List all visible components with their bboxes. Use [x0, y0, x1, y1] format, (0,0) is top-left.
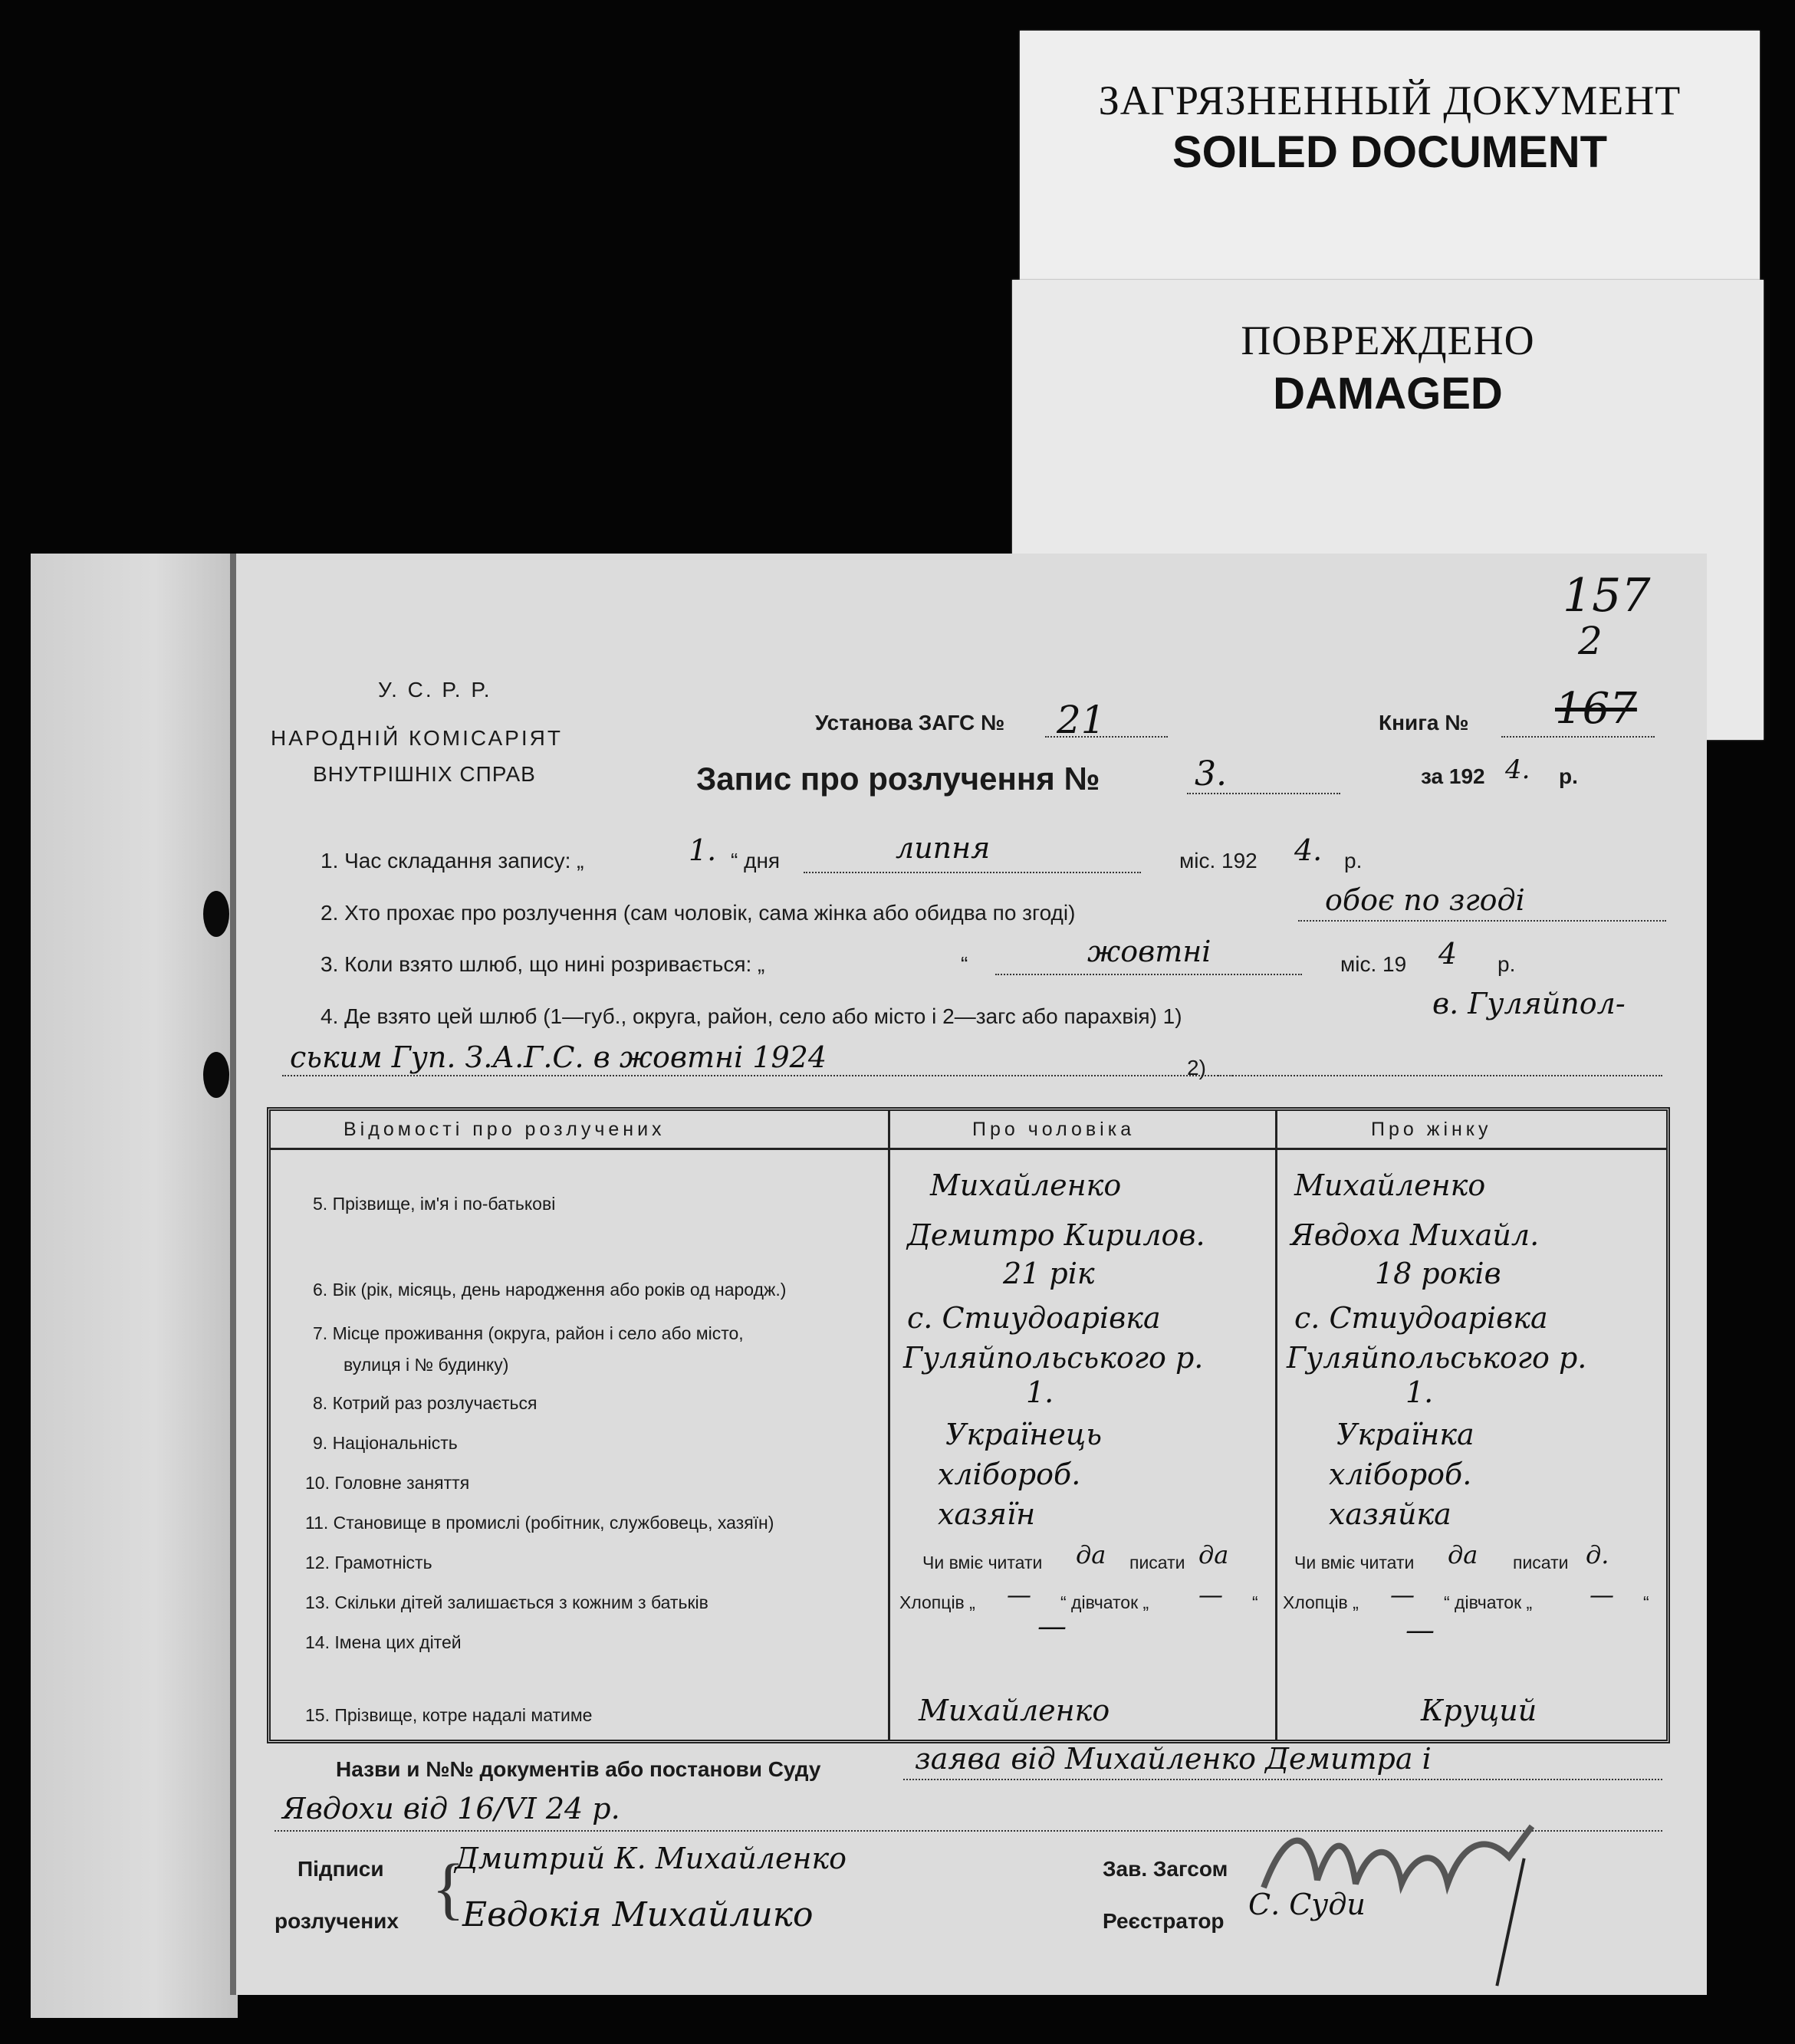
row-label: 12. Грамотність — [305, 1553, 432, 1572]
field-3-month-label: міс. 19 — [1340, 952, 1407, 976]
field-1-year: 4. — [1294, 833, 1323, 867]
field-4-suffix: 2) — [1187, 1056, 1206, 1080]
field-4-line — [282, 1075, 1233, 1076]
wife-read-value: да — [1448, 1540, 1478, 1569]
husband-occupation: хлібороб. — [938, 1457, 1081, 1491]
row-label: 11. Становище в промислі (робітник, службовець, хазяїн) — [305, 1513, 774, 1533]
binding-strip — [31, 554, 238, 2018]
soiled-document-label — [1020, 31, 1760, 322]
soiled-label-en: SOILED DOCUMENT — [1172, 127, 1608, 177]
field-4-label: 4. Де взято цей шлюб (1—губ., округа, район, село або місто і 2—загс або парахвія) 1) — [321, 1004, 1182, 1028]
field-1-day-label: “ дня — [731, 849, 781, 872]
husband-write-value: да — [1198, 1540, 1229, 1569]
book-line — [1501, 736, 1655, 738]
wife-divorce-count: 1. — [1405, 1375, 1434, 1409]
field-1-label: 1. Час складання запису: „ — [321, 849, 584, 872]
column-header-wife: Про жінку — [1371, 1119, 1492, 1140]
husband-girls-value: — — [1198, 1580, 1223, 1609]
signatures-label2: розлучених — [275, 1909, 399, 1933]
wife-read-label: Чи вміє читати — [1294, 1553, 1415, 1572]
usrr-heading: У. С. Р. Р. — [378, 678, 492, 702]
wife-age: 18 років — [1375, 1257, 1501, 1290]
archive-sheet: 2 — [1578, 619, 1603, 663]
row-label: вулиця і № будинку) — [344, 1355, 509, 1375]
registrar-signature: С. Суди — [1248, 1888, 1366, 1921]
year-suffix: р. — [1559, 764, 1578, 788]
wife-write-value: д. — [1586, 1540, 1609, 1569]
husband-boys-value: — — [1007, 1580, 1031, 1609]
row-label: 13. Скільки дітей залишається з кожним з батьків — [305, 1592, 708, 1612]
wife-village: с. Стиудоарівка — [1294, 1301, 1548, 1335]
wife-children-names: — — [1405, 1613, 1435, 1647]
record-title: Запис про розлучення № — [696, 761, 1100, 797]
field-3-month: жовтні — [1087, 935, 1211, 968]
record-number: 3. — [1195, 754, 1227, 794]
zags-head-label: Зав. Загсом — [1103, 1857, 1228, 1881]
husband-name: Демитро Кирилов. — [907, 1218, 1205, 1252]
row-label: 6. Вік (рік, місяць, день народження або років од народж.) — [313, 1280, 787, 1300]
punch-hole — [203, 891, 229, 937]
zags-number: 21 — [1057, 698, 1106, 742]
field-2-line — [1298, 920, 1666, 922]
wife-boys-value: — — [1390, 1580, 1415, 1609]
husband-read-label: Чи вміє читати — [922, 1553, 1043, 1572]
husband-girls-label: “ дівчаток „ — [1060, 1592, 1149, 1612]
wife-surname: Михайленко — [1294, 1168, 1486, 1202]
husband-future-surname: Михайленко — [919, 1694, 1110, 1727]
zags-label: Установа ЗАГС № — [815, 711, 1005, 734]
field-3-line — [995, 974, 1302, 975]
husband-children-names: — — [1037, 1609, 1067, 1643]
crossed-book-number: 167 — [1555, 684, 1637, 734]
wife-end-quote: “ — [1643, 1592, 1649, 1612]
column-header-details: Відомості про розлучених — [344, 1119, 666, 1140]
row-label: 8. Котрий раз розлучається — [313, 1393, 538, 1413]
husband-village: с. Стиудоарівка — [907, 1301, 1161, 1335]
husband-age: 21 рік — [1003, 1257, 1095, 1290]
wife-nationality: Українка — [1336, 1418, 1474, 1451]
documents-value2: Явдохи від 16/VI 24 р. — [282, 1792, 620, 1825]
header-divider — [271, 1148, 1666, 1150]
wife-girls-label: “ дівчаток „ — [1444, 1592, 1533, 1612]
row-label: 7. Місце проживання (округа, район і село або місто, — [313, 1323, 744, 1343]
documents-line — [903, 1779, 1662, 1780]
wife-district: Гуляйпольського р. — [1287, 1341, 1587, 1375]
zags-line — [1045, 736, 1168, 738]
field-3-label: 3. Коли взято шлюб, що нині розривається: „ — [321, 952, 765, 976]
field-2-value: обоє по згоді — [1325, 883, 1525, 917]
row-label: 9. Національність — [313, 1433, 458, 1453]
field-3-quote: “ — [961, 952, 968, 976]
record-line — [1187, 793, 1340, 794]
year-label: за 192 — [1421, 764, 1485, 788]
row-label: 5. Прізвище, ім'я і по-батькові — [313, 1194, 556, 1214]
column-divider — [888, 1111, 890, 1740]
field-1-month-line — [804, 872, 1141, 873]
row-label: 14. Імена цих дітей — [305, 1632, 462, 1652]
damaged-label-en: DAMAGED — [1273, 369, 1503, 419]
row-label: 10. Головне заняття — [305, 1473, 470, 1493]
field-3-year: 4 — [1438, 937, 1458, 971]
damaged-label-ru: ПОВРЕЖДЕНО — [1241, 317, 1535, 363]
details-table — [267, 1107, 1670, 1743]
wife-status: хазяйка — [1329, 1497, 1451, 1531]
row-label: 15. Прізвище, котре надалі матиме — [305, 1705, 593, 1725]
divorce-record-form — [230, 554, 1707, 1995]
husband-end-quote: “ — [1252, 1592, 1258, 1612]
column-header-husband: Про чоловіка — [972, 1119, 1136, 1140]
field-2-label: 2. Хто прохає про розлучення (сам чоловік, сама жінка або обидва по згоді) — [321, 901, 1076, 925]
field-1-suffix: р. — [1344, 849, 1363, 872]
field-4-value1: в. Гуляйпол- — [1432, 987, 1626, 1020]
punch-hole — [203, 1052, 229, 1098]
husband-surname: Михайленко — [930, 1168, 1122, 1202]
husband-signature: Дмитрий К. Михайленко — [455, 1842, 847, 1875]
column-divider — [1275, 1111, 1277, 1740]
wife-girls-value: — — [1590, 1580, 1614, 1609]
husband-read-value: да — [1076, 1540, 1106, 1569]
documents-value1: заява від Михайленко Демитра і — [915, 1742, 1432, 1776]
husband-district: Гуляйпольського р. — [903, 1341, 1204, 1375]
husband-write-label: писати — [1129, 1553, 1185, 1572]
soiled-label-ru: ЗАГРЯЗНЕННЫЙ ДОКУМЕНТ — [1098, 77, 1682, 123]
archive-number: 157 — [1563, 569, 1651, 623]
field-1-month-label: міс. 192 — [1179, 849, 1257, 872]
commissariat-line2: ВНУТРІШНІХ СПРАВ — [313, 762, 536, 786]
husband-divorce-count: 1. — [1026, 1375, 1054, 1409]
husband-status: хазяїн — [938, 1497, 1036, 1531]
wife-occupation: хлібороб. — [1329, 1457, 1472, 1491]
field-1-month: липня — [896, 831, 991, 865]
field-1-day: 1. — [689, 833, 717, 867]
field-3-suffix: р. — [1497, 952, 1516, 976]
husband-boys-label: Хлопців „ — [899, 1592, 975, 1612]
registrar-label: Реєстратор — [1103, 1909, 1225, 1933]
wife-signature: Евдокія Михайлико — [462, 1895, 814, 1934]
documents-label: Назви и №№ документів або постанови Суду — [336, 1757, 821, 1781]
field-4-value2: ським Гуп. З.А.Г.С. в жовтні 1924 — [290, 1040, 827, 1074]
husband-nationality: Українець — [945, 1418, 1103, 1451]
wife-write-label: писати — [1513, 1553, 1569, 1572]
field-4-line2 — [1218, 1075, 1662, 1076]
signatures-label: Підписи — [298, 1857, 384, 1881]
wife-name: Явдоха Михайл. — [1290, 1218, 1540, 1252]
book-label: Книга № — [1379, 711, 1469, 734]
wife-future-surname: Круций — [1421, 1694, 1537, 1727]
year-value: 4. — [1505, 754, 1530, 785]
wife-boys-label: Хлопців „ — [1283, 1592, 1359, 1612]
brace: { — [432, 1851, 465, 1927]
commissariat-line1: НАРОДНІЙ КОМІСАРІЯТ — [271, 726, 563, 750]
